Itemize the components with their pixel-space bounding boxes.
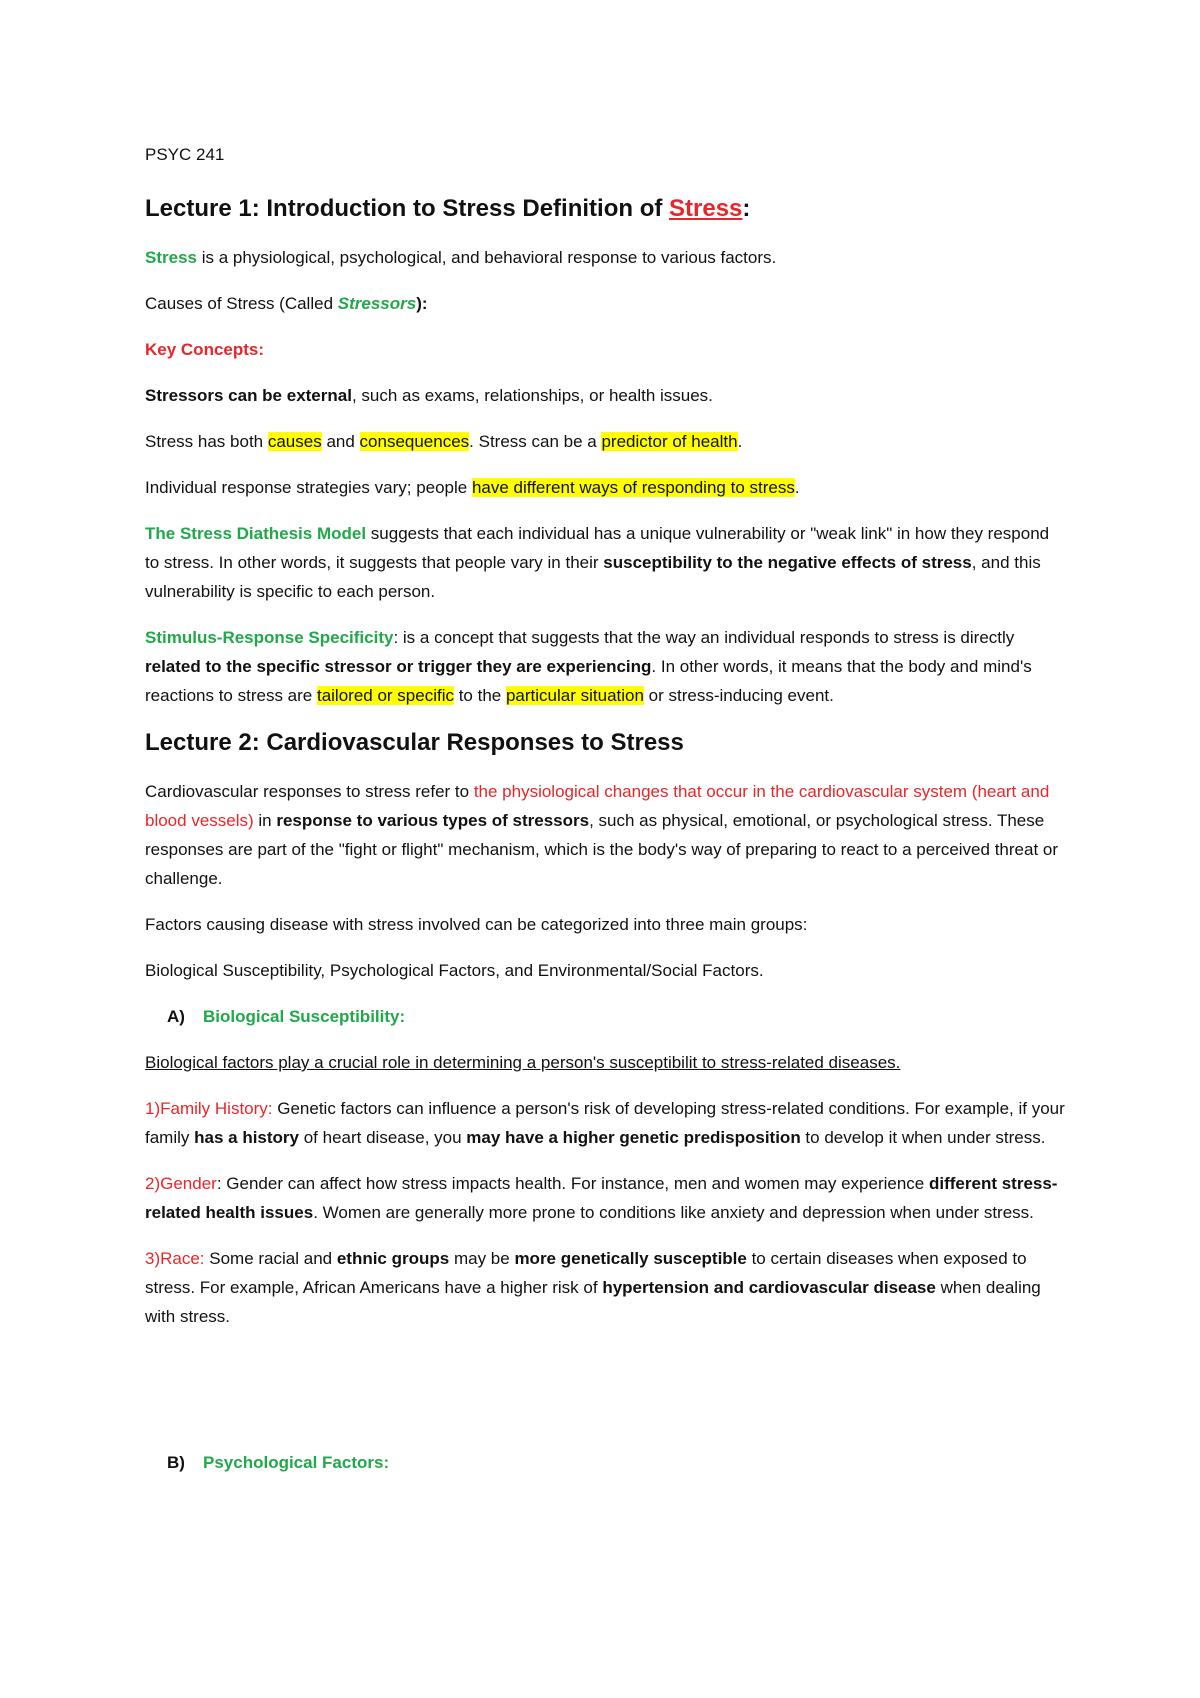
g-bold-1: different stress-related health issues xyxy=(145,1174,1058,1222)
blank-space xyxy=(145,1348,1065,1448)
lecture2-heading: Lecture 2: Cardiovascular Responses to Stress xyxy=(145,729,684,756)
race-label: 3)Race: xyxy=(145,1249,205,1268)
srs-bold: related to the specific stressor or trigger they are experiencing xyxy=(145,657,652,676)
r-bold-1: ethnic groups xyxy=(336,1249,450,1268)
g-text-2: . Women are generally more prone to conditions like anxiety and depression when under stress. xyxy=(313,1203,1034,1222)
external-stressors-bold: Stressors can be external xyxy=(145,386,352,405)
section-a-heading xyxy=(145,1002,1065,1031)
stimulus-response-paragraph xyxy=(145,623,1065,710)
external-stressors-text: , such as exams, relationships, or health issues. xyxy=(351,386,713,405)
biological-intro: Biological factors play a crucial role in determining a person's susceptibilit to stress-related diseases. xyxy=(145,1053,901,1072)
fh-bold-2: may have a higher genetic predisposition xyxy=(466,1128,801,1147)
causes-text: Causes of Stress (Called xyxy=(145,294,338,313)
cc-text-and: and xyxy=(321,432,360,451)
stimulus-response-term: Stimulus-Response Specificity xyxy=(145,628,394,647)
highlight-particular-situation: particular situation xyxy=(505,686,644,705)
srs-text-1: : is a concept that suggests that the way an individual responds to stress is directly xyxy=(393,628,1015,647)
cv-red-text: the physiological changes that occur in the cardiovascular system (heart and blood vessels) xyxy=(145,782,1050,830)
cv-bold: response to various types of stressors xyxy=(276,811,590,830)
gender-label: 2)Gender xyxy=(145,1174,217,1193)
highlight-different-ways: have different ways of responding to stress xyxy=(471,478,795,497)
section-b-heading xyxy=(145,1448,1065,1477)
individual-response xyxy=(145,473,1065,502)
lecture1-heading-colon: : xyxy=(742,195,751,222)
section-a-marker: A) xyxy=(167,1007,185,1026)
srs-text-4: or stress-inducing event. xyxy=(643,686,834,705)
stress-definition-text: is a physiological, psychological, and behavioral response to various factors. xyxy=(196,248,777,267)
course-code: PSYC 241 xyxy=(145,145,225,164)
gender-paragraph xyxy=(145,1169,1065,1227)
stress-diathesis-paragraph xyxy=(145,519,1065,606)
causes-of-stress xyxy=(145,289,1065,318)
r-text-2: may be xyxy=(449,1249,515,1268)
highlight-tailored: tailored or specific xyxy=(316,686,454,705)
section-a-title: Biological Susceptibility: xyxy=(203,1007,406,1026)
cc-text-3: . xyxy=(737,432,743,451)
g-text-1: : Gender can affect how stress impacts health. For instance, men and women may experience xyxy=(216,1174,929,1193)
srs-text-2: . In other words, it means that the body and mind's reactions to stress are xyxy=(145,657,1032,705)
factors-list: Biological Susceptibility, Psychological Factors, and Environmental/Social Factors. xyxy=(145,961,764,980)
sdm-text-2: , and this vulnerability is specific to each person. xyxy=(145,553,1041,601)
causes-consequences xyxy=(145,427,1065,456)
r-bold-3: hypertension and cardiovascular disease xyxy=(602,1278,936,1297)
document-body xyxy=(145,140,1065,1477)
r-text-4: when dealing with stress. xyxy=(145,1278,1041,1326)
causes-close: ): xyxy=(416,294,428,313)
cardiovascular-paragraph xyxy=(145,777,1065,893)
r-text-3: to certain diseases when exposed to stress. For example, African Americans have a higher risk of xyxy=(145,1249,1027,1297)
stress-diathesis-term: The Stress Diathesis Model xyxy=(145,524,367,543)
fh-bold-1: has a history xyxy=(194,1128,299,1147)
individual-text-1: Individual response strategies vary; people xyxy=(145,478,472,497)
external-stressors xyxy=(145,381,1065,410)
family-history-label: 1)Family History: xyxy=(145,1099,273,1118)
highlight-predictor: predictor of health xyxy=(601,432,738,451)
cc-text-1: Stress has both xyxy=(145,432,268,451)
key-concepts-label: Key Concepts: xyxy=(145,340,265,359)
section-b-marker: B) xyxy=(167,1453,185,1472)
fh-text-3: to develop it when under stress. xyxy=(800,1128,1046,1147)
stressors-term: Stressors xyxy=(337,294,417,313)
r-text-1: Some racial and xyxy=(204,1249,337,1268)
cv-text-3: , such as physical, emotional, or psychological stress. These responses are part of the "fight or flight" mechanism, which is the body's way of preparing to react to a perceived threat or challenge. xyxy=(145,811,1059,888)
lecture1-heading-stress: Stress xyxy=(669,195,743,222)
fh-text-2: of heart disease, you xyxy=(299,1128,467,1147)
stress-term: Stress xyxy=(145,248,197,267)
sdm-text-1: suggests that each individual has a unique vulnerability or "weak link" in how they respond to stress. In other words, it suggests that people vary in their xyxy=(145,524,1050,572)
cc-text-2: . Stress can be a xyxy=(469,432,602,451)
cv-text-1: Cardiovascular responses to stress refer to xyxy=(145,782,474,801)
lecture1-heading-text: Lecture 1: Introduction to Stress Definition of xyxy=(145,195,670,222)
fh-text-1: Genetic factors can influence a person's risk of developing stress-related conditions. For example, if your family xyxy=(145,1099,1065,1147)
section-b-title: Psychological Factors: xyxy=(203,1453,390,1472)
lecture1-heading xyxy=(145,193,1065,225)
cv-text-2: in xyxy=(253,811,277,830)
factors-intro: Factors causing disease with stress involved can be categorized into three main groups: xyxy=(145,915,808,934)
race-paragraph xyxy=(145,1244,1065,1331)
r-bold-2: more genetically susceptible xyxy=(514,1249,747,1268)
family-history-paragraph xyxy=(145,1094,1065,1152)
srs-text-3: to the xyxy=(453,686,506,705)
sdm-bold: susceptibility to the negative effects of stress xyxy=(603,553,972,572)
highlight-consequences: consequences xyxy=(359,432,470,451)
highlight-causes: causes xyxy=(267,432,322,451)
stress-definition xyxy=(145,243,1065,272)
individual-text-2: . xyxy=(794,478,800,497)
